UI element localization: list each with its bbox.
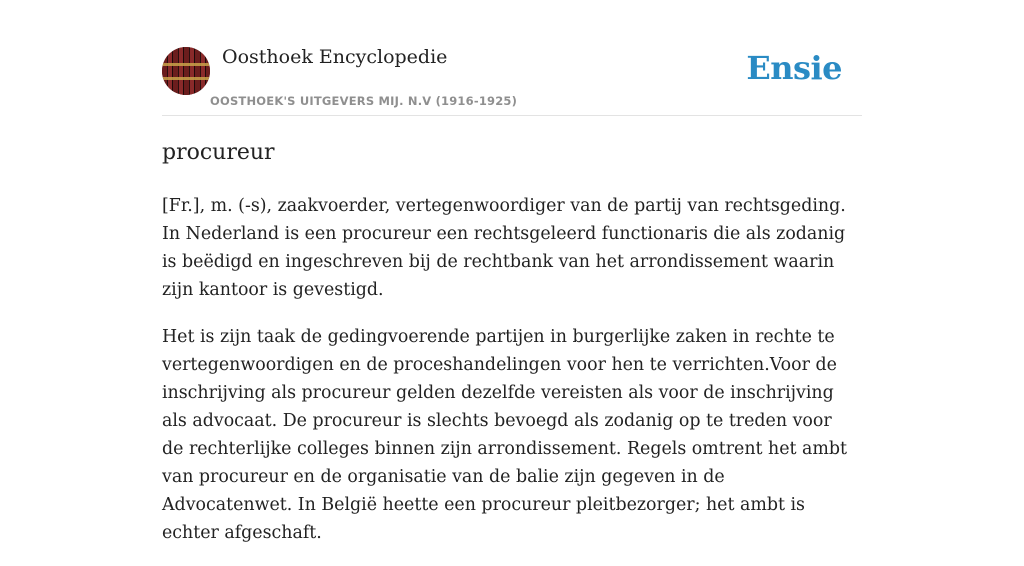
encyclopedia-title-link[interactable]: Oosthoek Encyclopedie (222, 46, 448, 68)
encyclopedia-avatar[interactable] (162, 47, 210, 95)
page (162, 0, 862, 543)
publisher-label: OOSTHOEK'S UITGEVERS MIJ. N.V (1916-1925) (210, 94, 518, 108)
entry-title: procureur (162, 140, 275, 165)
spine-band (162, 63, 210, 66)
site-header (162, 0, 862, 116)
ensie-logo-link[interactable]: Ensie (746, 49, 842, 87)
spine-band (162, 77, 210, 80)
book-spines-image (162, 47, 210, 95)
entry-paragraph: Het is zijn taak de gedingvoerende partijen in burgerlijke zaken in rechte te vertegenwoordigen en de proceshandelingen voor hen te verrichten.Voor de inschrijving als procureur gelden dezelfde vereisten als voor de inschrijving als advocaat. De procureur is slechts bevoegd als zodanig op te treden voor de rechterlijke colleges binnen zijn arrondissement. Regels omtrent het ambt van procureur en de organisatie van de balie zijn gegeven in de Advocatenwet. In België heette een procureur pleitbezorger; het ambt is echter afgeschaft. (162, 327, 848, 543)
entry-body (162, 192, 852, 566)
entry-paragraph: [Fr.], m. (-s), zaakvoerder, vertegenwoordiger van de partij van rechtsgeding. In Nederland is een procureur een rechtsgeleerd functionaris die als zodanig is beëdigd en ingeschreven bij de rechtbank van het arrondissement waarin zijn kantoor is gevestigd. (162, 196, 846, 300)
